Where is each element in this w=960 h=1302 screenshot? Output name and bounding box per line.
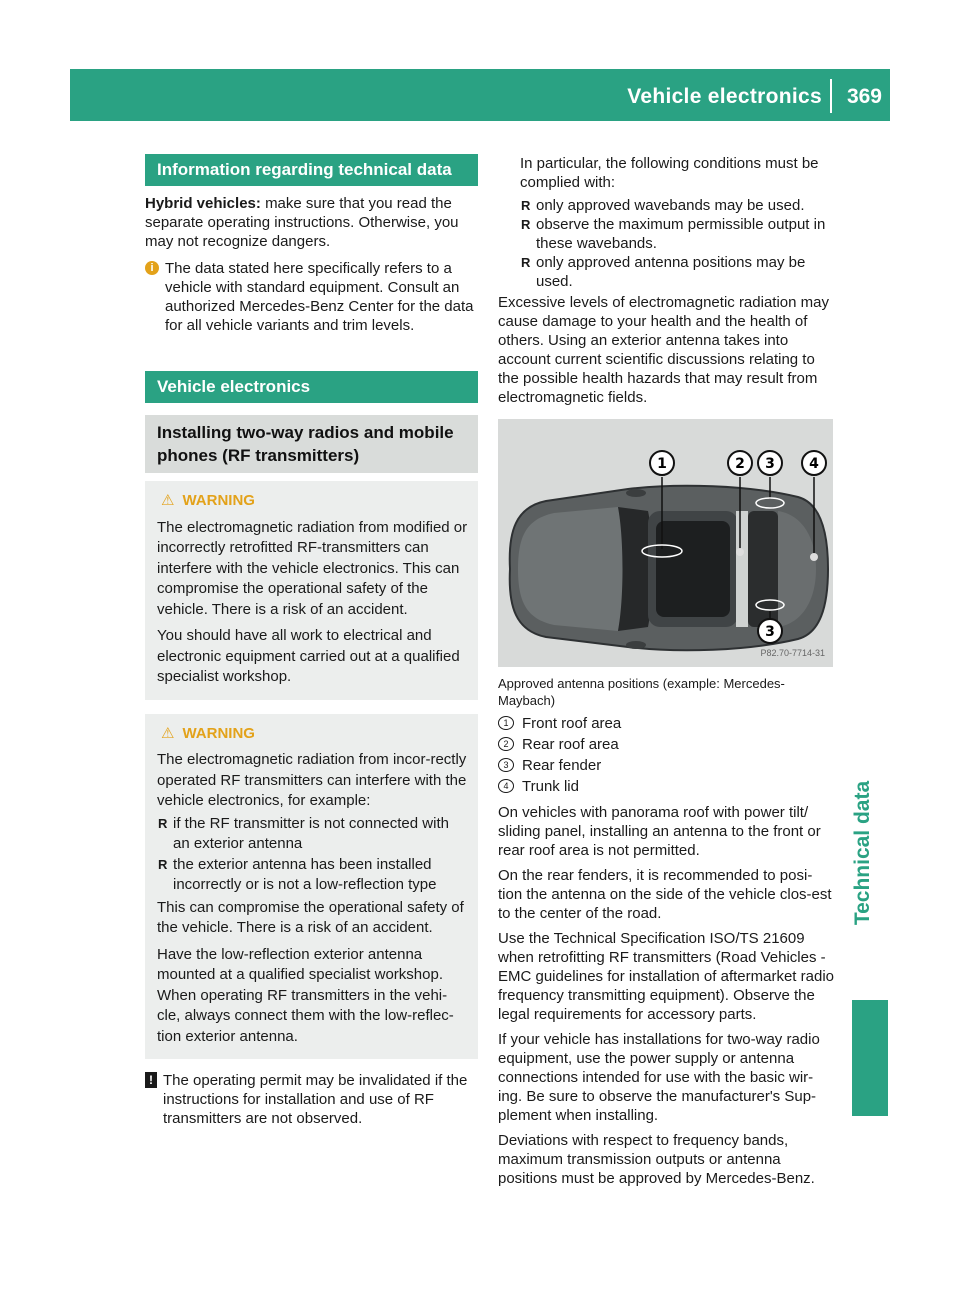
list-item: R if the RF transmitter is not connected with an exterior antenna bbox=[157, 814, 468, 855]
legend-item bbox=[498, 713, 834, 734]
info-note-text: The data stated here specifically refers to a vehicle with standard equipment. Consult an authorized Mercedes-Benz Center for the data for all vehicle variants and trim levels. bbox=[165, 260, 474, 334]
warning-icon: ⚠ bbox=[161, 724, 175, 742]
legend-item bbox=[498, 734, 834, 755]
info-note bbox=[145, 259, 478, 335]
permit-note bbox=[145, 1071, 478, 1128]
right-column bbox=[498, 154, 834, 1188]
legend-label: Rear fender bbox=[522, 757, 602, 774]
panorama-roof-paragraph: On vehicles with panorama roof with power tilt/ sliding panel, installing an antenna to the front or rear roof area is not permitted. bbox=[498, 804, 821, 859]
svg-text:1: 1 bbox=[657, 456, 667, 472]
conditions-list bbox=[498, 196, 834, 291]
hybrid-paragraph bbox=[145, 194, 478, 251]
list-item: R observe the maximum permissible output in these wavebands. bbox=[520, 215, 834, 253]
page-header bbox=[70, 69, 890, 121]
svg-text:3: 3 bbox=[765, 456, 775, 472]
left-column bbox=[145, 154, 478, 1128]
installations-paragraph: If your vehicle has installations for two-way radio equipment, use the power supply or antenna connections intended for use with the basic wir-ing. Be sure to observe the manufacturer's Sup-plement when installing. bbox=[498, 1031, 820, 1124]
svg-text:2: 2 bbox=[735, 456, 745, 472]
warning-label-1: WARNING bbox=[182, 492, 255, 509]
warning-2-paragraph-3: Have the low-reflection exterior antenna mounted at a qualified specialist workshop. bbox=[157, 945, 443, 983]
list-item: R only approved wavebands may be used. bbox=[520, 196, 834, 215]
deviations-paragraph: Deviations with respect to frequency bands, maximum transmission outputs or antenna positions must be approved by Mercedes-Benz. bbox=[498, 1132, 815, 1187]
permit-note-text: The operating permit may be invalidated if the instructions for installation and use of RF transmitters are not observed. bbox=[163, 1072, 468, 1127]
svg-text:4: 4 bbox=[809, 456, 819, 472]
legend-item bbox=[498, 755, 834, 776]
legend-number: 4 bbox=[498, 779, 514, 793]
warning-2-paragraph-1: The electromagnetic radiation from incor-rectly operated RF transmitters can interfere with the vehicle electronics, for example: bbox=[157, 751, 467, 809]
list-item: R the exterior antenna has been installed incorrectly or is not a low-reflection type bbox=[157, 855, 468, 896]
warning-box-1 bbox=[145, 481, 478, 700]
section-title-vehicle-electronics: Vehicle electronics bbox=[145, 371, 478, 403]
svg-text:3: 3 bbox=[765, 624, 775, 640]
figure-caption: Approved antenna positions (example: Mercedes-Maybach) bbox=[498, 676, 785, 708]
legend-number: 1 bbox=[498, 716, 514, 730]
legend-number: 3 bbox=[498, 758, 514, 772]
header-title: Vehicle electronics bbox=[627, 85, 822, 108]
warning-heading-2 bbox=[161, 724, 468, 745]
conditions-intro: In particular, the following conditions must be complied with: bbox=[520, 155, 819, 191]
subsection-title-installing: Installing two-way radios and mobile phones (RF transmitters) bbox=[145, 415, 478, 473]
warning-1-paragraph-1: The electromagnetic radiation from modified or incorrectly retrofitted RF-transmitters can interfere with the vehicle electronics. This can compromise the operational safety of the vehicle. There is a risk of an accident. bbox=[157, 518, 468, 618]
warning-2-paragraph-4: When operating RF transmitters in the vehi-cle, always connect them with the low-reflec-tion exterior antenna. bbox=[157, 986, 454, 1045]
header-separator bbox=[830, 79, 832, 113]
car-top-view-illustration bbox=[498, 419, 833, 667]
legend-item bbox=[498, 776, 834, 797]
legend-label: Trunk lid bbox=[522, 778, 579, 795]
technical-specification-paragraph: Use the Technical Specification ISO/TS 21609 when retrofitting RF transmitters (Road Vehicles - EMC guidelines for installation of aftermarket radio frequency transmitting equipment). Observe the legal requirements for accessory parts. bbox=[498, 930, 834, 1023]
section-title-technical-data: Information regarding technical data bbox=[145, 154, 478, 186]
info-icon: i bbox=[145, 261, 159, 275]
side-tab-marker bbox=[852, 1000, 888, 1116]
excessive-radiation-paragraph: Excessive levels of electromagnetic radiation may cause damage to your health and the health of others. Using an exterior antenna takes into account current scientific discussions relating to the possible health hazards that may result from electromagnetic fields. bbox=[498, 294, 829, 406]
warning-1-paragraph-2: You should have all work to electrical and electronic equipment carried out at a qualified specialist workshop. bbox=[157, 627, 460, 685]
exclamation-icon: ! bbox=[145, 1072, 157, 1088]
legend-number: 2 bbox=[498, 737, 514, 751]
list-item: R only approved antenna positions may be used. bbox=[520, 253, 834, 291]
hybrid-label: Hybrid vehicles: bbox=[145, 195, 261, 212]
warning-label-2: WARNING bbox=[182, 724, 255, 742]
warning-heading-1 bbox=[161, 491, 468, 512]
legend-label: Front roof area bbox=[522, 715, 622, 732]
legend-label: Rear roof area bbox=[522, 736, 619, 753]
side-tab-label: Technical data bbox=[851, 780, 874, 926]
warning-icon: ⚠ bbox=[161, 492, 175, 509]
hybrid-text: make sure that you read the separate operating instructions. Otherwise, you may not recognize dangers. bbox=[145, 195, 459, 250]
warning-2-paragraph-2: This can compromise the operational safety of the vehicle. There is a risk of an accident. bbox=[157, 898, 464, 936]
page-number: 369 bbox=[846, 85, 882, 108]
warning-2-bullet-list bbox=[157, 814, 468, 896]
figure-code: P82.70-7714-31 bbox=[760, 648, 825, 658]
antenna-positions-figure bbox=[498, 419, 833, 667]
figure-legend bbox=[498, 713, 834, 797]
rear-fenders-paragraph: On the rear fenders, it is recommended to posi-tion the antenna on the side of the vehicle clos-est to the center of the road. bbox=[498, 867, 832, 922]
warning-box-2 bbox=[145, 714, 478, 1060]
